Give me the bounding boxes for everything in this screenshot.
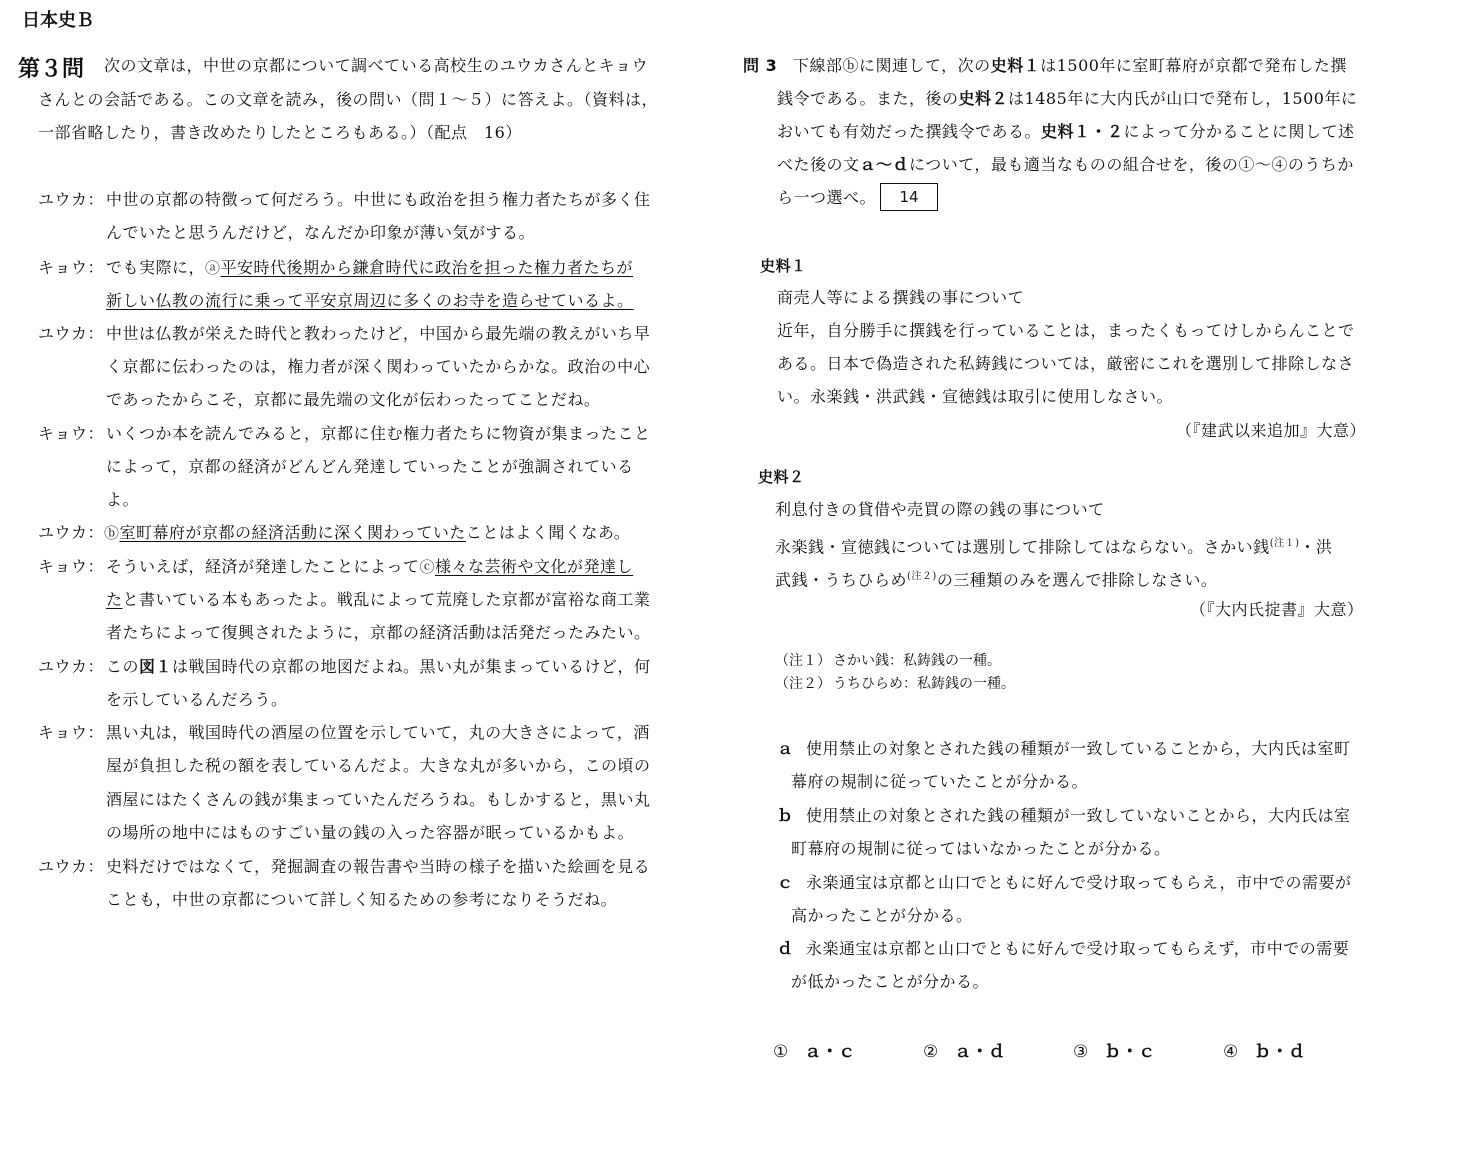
statement-c-text: 永楽通宝は京都と山口でともに好んで受け取ってもらえ，市中での需要が [806, 873, 1352, 892]
dialogue-line: く京都に伝わったのは，権力者が深く関わっていたからかな。政治の中心 [106, 357, 651, 376]
choice-number: ① [773, 1042, 789, 1062]
dialogue-line: 史料だけではなくて，発掘調査の報告書や当時の様子を描いた絵画を見る [106, 857, 651, 876]
footnote-ref-2: (注２) [907, 571, 937, 582]
dialogue-line: 中世の京都の特徴って何だろう。中世にも政治を担う権力者たちが多く住 [106, 190, 651, 209]
speaker-kyou: キョウ： [38, 557, 105, 576]
footnote-ref-1: (注１) [1269, 538, 1300, 549]
choice-1[interactable] [773, 1037, 855, 1062]
choice-4[interactable] [1223, 1037, 1305, 1062]
choice-text: ｂ・ｄ [1254, 1042, 1306, 1062]
underlined-passage-b: 室町幕府が京都の経済活動に深く関わっていた [119, 523, 466, 542]
source-1-heading: 商売人等による撰銭の事について [777, 288, 1025, 307]
dialogue-line: 中世は仏教が栄えた時代と教わったけど，中国から最先端の教えがいち早 [106, 324, 651, 343]
question-3-text: ら一つ選べ。 [777, 188, 877, 207]
dialogue-line: によって，京都の経済がどんどん発達していったことが強調されている [106, 457, 634, 476]
statement-b-text: 使用禁止の対象とされた銭の種類が一致していないことから，大内氏は室 [806, 806, 1351, 825]
underline-marker-b: ⓑ [104, 524, 120, 542]
statement-b-text: 町幕府の規制に従ってはいなかったことが分かる。 [791, 839, 1171, 858]
choice-number: ② [923, 1042, 939, 1062]
dialogue-line: であったからこそ，京都に最先端の文化が伝わったってことだね。 [106, 390, 601, 409]
question-3-text: べた後の文ａ～ｄについて，最も適当なものの組合せを，後の①～④のうちか [777, 155, 1354, 174]
source-1-citation: （『建武以来追加』大意） [1176, 421, 1367, 440]
answer-box[interactable]: 14 [880, 183, 938, 211]
statement-b-label: ｂ [777, 806, 794, 825]
choice-text: ａ・ｃ [804, 1042, 856, 1062]
source-2-heading: 利息付きの貸借や売買の際の銭の事について [775, 500, 1105, 519]
footnote-2-text: うちひらめ：私鋳銭の一種。 [833, 676, 1015, 692]
question-title: 第３問 [18, 57, 85, 82]
speaker-yuuka: ユウカ： [38, 190, 105, 209]
dialogue-line: いくつか本を読んでみると，京都に住む権力者たちに物資が集まったこと [106, 424, 651, 443]
dialogue-line: ことも，中世の京都について詳しく知るための参考になりそうだね。 [106, 890, 618, 909]
speaker-yuuka: ユウカ： [38, 324, 105, 343]
underline-marker-a: ⓐ [205, 259, 221, 277]
underlined-passage-a: 平安時代後期から鎌倉時代に政治を担った権力者たちが [220, 258, 634, 277]
choice-number: ③ [1073, 1042, 1089, 1062]
choice-3[interactable] [1073, 1037, 1155, 1062]
statement-a-text: 使用禁止の対象とされた銭の種類が一致していることから，大内氏は室町 [806, 739, 1351, 758]
statement-a-label: ａ [777, 739, 794, 758]
dialogue-line: 黒い丸は，戦国時代の酒屋の位置を示していて，丸の大きさによって，酒 [106, 723, 650, 742]
footnote-1-text: さかい銭：私鋳銭の一種。 [833, 653, 1001, 669]
choice-text: ｂ・ｃ [1104, 1042, 1156, 1062]
speaker-kyou: キョウ： [38, 258, 105, 277]
statement-c-text: 高かったことが分かる。 [791, 906, 973, 925]
underlined-passage-a: 新しい仏教の流行に乗って平安京周辺に多くのお寺を造らせているよ。 [106, 291, 634, 310]
source-1-line: 近年，自分勝手に撰銭を行っていることは，まったくもってけしからんことで [777, 321, 1355, 340]
speaker-kyou: キョウ： [38, 424, 105, 443]
question-3-text: 銭令である。また，後の史料２は1485年に大内氏が山口で発布し，1500年に [777, 89, 1358, 108]
speaker-kyou: キョウ： [38, 723, 105, 742]
speaker-yuuka: ユウカ： [38, 857, 105, 876]
source-2-line: 永楽銭・宣徳銭については選別して排除してはならない。さかい銭$^{(注1)}$・洪 [775, 537, 1333, 557]
underline-marker-c: ⓒ [419, 558, 436, 576]
dialogue-line: そういえば，経済が発達したことによってⓒ様々な芸術や文化が発達し [106, 557, 634, 576]
speaker-yuuka: ユウカ： [38, 523, 105, 542]
dialogue-line: よ。 [106, 490, 140, 509]
statement-d-text: 永楽通宝は京都と山口でともに好んで受け取ってもらえず，市中での需要 [806, 939, 1350, 958]
statement-a-text: 幕府の規制に従っていたことが分かる。 [791, 772, 1089, 791]
underlined-passage-c: 様々な芸術や文化が発達し [435, 557, 634, 576]
dialogue-line: んでいたと思うんだけど，なんだか印象が薄い気がする。 [106, 223, 536, 242]
dialogue-line: 者たちによって復興されたように，京都の経済活動は活発だったみたい。 [106, 623, 651, 642]
dialogue-line: この図１は戦国時代の京都の地図だよね。黒い丸が集まっているけど，何 [106, 657, 651, 676]
intro-line-3: 一部省略したり，書き改めたりしたところもある。）（配点 16） [38, 123, 522, 142]
source-2-line: 武銭・うちひらめ$^{(注2)}$の三種類のみを選んで排除しなさい。 [775, 570, 1218, 590]
source-1-title: 史料１ [760, 257, 807, 275]
dialogue-line: 屋が負担した税の額を表しているんだよ。大きな丸が多いから，この頃の [106, 756, 651, 775]
question-3-label: 問 3 [743, 56, 778, 75]
subject-header: 日本史Ｂ [22, 10, 94, 31]
speaker-yuuka: ユウカ： [38, 657, 105, 676]
dialogue-line: たと書いている本もあったよ。戦乱によって荒廃した京都が富裕な商工業 [106, 590, 651, 609]
source-2-citation: （『大内氏掟書』大意） [1190, 600, 1364, 619]
footnote-2-label: （注２） [775, 676, 831, 692]
dialogue-line: を示しているんだろう。 [106, 690, 288, 709]
question-3-text: おいても有効だった撰銭令である。史料１・２によって分かることに関して述 [777, 122, 1355, 141]
dialogue-line: の場所の地中にはものすごい量の銭の入った容器が眠っているかもよ。 [106, 823, 635, 842]
underlined-passage-c: た [106, 590, 123, 609]
statement-d-label: ｄ [777, 939, 794, 958]
dialogue-line: でも実際に，ⓐ平安時代後期から鎌倉時代に政治を担った権力者たちが [106, 258, 634, 277]
dialogue-line: 酒屋にはたくさんの銭が集まっていたんだろうね。もしかすると，黒い丸 [106, 790, 651, 809]
source-2-title: 史料２ [758, 468, 805, 486]
dialogue-line: ⓑ室町幕府が京都の経済活動に深く関わっていたことはよく聞くなあ。 [104, 523, 631, 542]
footnote-1-label: （注１） [775, 653, 831, 669]
question-3-text: 下線部ⓑに関連して，次の史料１は1500年に室町幕府が京都で発布した撰 [793, 56, 1347, 75]
intro-line-2: さんとの会話である。この文章を読み，後の問い（問１～５）に答えよ。（資料は， [38, 90, 658, 109]
choice-number: ④ [1223, 1042, 1239, 1062]
choice-2[interactable] [923, 1037, 1005, 1062]
figure-reference: 図１ [139, 657, 173, 676]
source-1-line: い。永楽銭・洪武銭・宣徳銭は取引に使用しなさい。 [777, 387, 1174, 406]
statement-d-text: が低かったことが分かる。 [791, 972, 990, 991]
intro-line-1: 次の文章は，中世の京都について調べている高校生のユウカさんとキョウ [104, 56, 649, 75]
choice-text: ａ・ｄ [954, 1042, 1006, 1062]
statement-c-label: ｃ [777, 873, 794, 892]
source-1-line: ある。日本で偽造された私鋳銭については，厳密にこれを選別して排除しなさ [777, 354, 1355, 373]
